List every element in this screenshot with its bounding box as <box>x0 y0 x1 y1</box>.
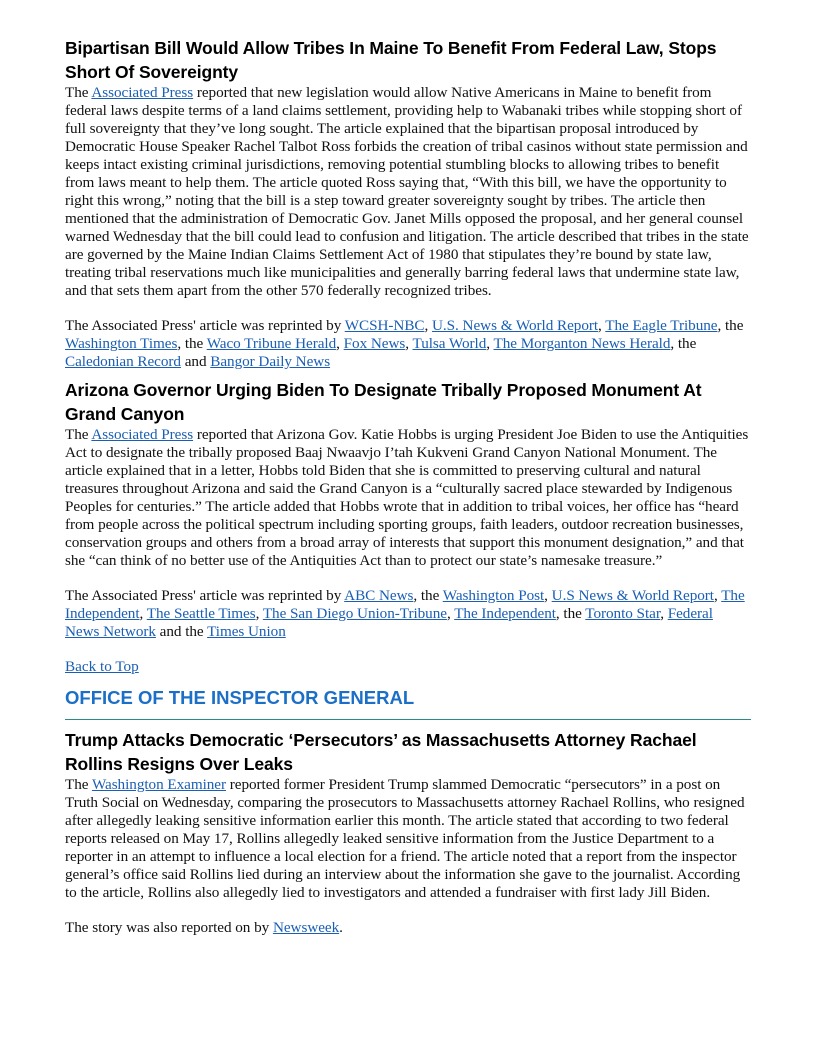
outlet-link-tulsa-world[interactable]: Tulsa World <box>412 335 487 352</box>
reprint-list: The Associated Press' article was reprinted by ABC News, the Washington Post, U.S News & World Report, The Independent, The Seattle Times, The San Diego Union-Tribune, The Independent, the Toronto Star, Federal News Network and the Times Union <box>65 587 745 640</box>
outlet-link-caledonian-record[interactable]: Caledonian Record <box>65 353 181 370</box>
article-headline: Bipartisan Bill Would Allow Tribes In Maine To Benefit From Federal Law, Stops Short Of Sovereignty <box>65 38 717 82</box>
outlet-link-toronto-star[interactable]: Toronto Star <box>585 605 661 622</box>
article-headline: Trump Attacks Democratic ‘Persecutors’ as Massachusetts Attorney Rachael Rollins Resigns Over Leaks <box>65 730 697 774</box>
outlet-link-the-independent-2[interactable]: The Independent <box>454 605 556 622</box>
outlet-link-abc-news[interactable]: ABC News <box>344 587 414 604</box>
outlet-link-fox-news[interactable]: Fox News <box>343 335 406 352</box>
outlet-link-newsweek[interactable]: Newsweek <box>272 919 340 936</box>
outlet-link-san-diego-union-tribune[interactable]: The San Diego Union-Tribune <box>262 605 447 622</box>
article-body: The Associated Press reported that new legislation would allow Native Americans in Maine to benefit from federal laws despite terms of a land claims settlement, providing help to Wabanaki tribes while stopping short of full sovereignty that they’ve long sought. The article explained that the bipartisan proposal introduced by Democratic House Speaker Rachel Talbot Ross forbids the creation of tribal casinos without state permission and keeps intact existing criminal jurisdictions, removing potential stumbling blocks to allowing tribes to benefit from laws meant to help them. The article quoted Ross saying that, “With this bill, we have the opportunity to right this wrong,” noting that the bill is a step toward greater sovereignty sought by tribes. The article then mentioned that the administration of Democratic Gov. Janet Mills opposed the proposal, and her general counsel warned Wednesday that the bill could lead to confusion and litigation. The article described that tribes in the state are governed by the Maine Indian Claims Settlement Act of 1980 that stipulates they’re bound by state law, treating tribal reservations much like municipalities and generally barring federal laws that undermine state law, and that sets them apart from the other 570 federally recognized tribes. <box>65 84 749 299</box>
article-headline: Arizona Governor Urging Biden To Designate Tribally Proposed Monument At Grand Canyon <box>65 380 702 424</box>
article-maine-tribes <box>65 36 751 371</box>
article-rollins-resigns <box>65 728 751 937</box>
source-link-associated-press[interactable]: Associated Press <box>91 84 194 101</box>
outlet-link-seattle-times[interactable]: The Seattle Times <box>146 605 256 622</box>
outlet-link-us-news[interactable]: U.S News & World Report <box>551 587 714 604</box>
article-body: The Washington Examiner reported former President Trump slammed Democratic “persecutors” in a post on Truth Social on Wednesday, comparing the prosecutors to Massachusetts attorney Rachael Rollins, who resigned after allegedly leaking sensitive information earlier this month. The article stated that according to two federal reports released on May 17, Rollins allegedly leaked sensitive information from the Justice Department to a reporter in an attempt to influence a local election for a friend. The article noted that a report from the inspector general’s office said Rollins lied during an interview about the information she gave to the journalist. According to the article, Rollins also allegedly lied to investigators and attended a fundraiser with first lady Jill Biden. <box>65 776 745 901</box>
outlet-link-us-news[interactable]: U.S. News & World Report <box>432 317 599 334</box>
outlet-link-bangor-daily-news[interactable]: Bangor Daily News <box>210 353 331 370</box>
reprint-list: The Associated Press' article was reprinted by WCSH-NBC, U.S. News & World Report, The Eagle Tribune, the Washington Times, the Waco Tribune Herald, Fox News, Tulsa World, The Morganton News Herald, the Caledonian Record and Bangor Daily News <box>65 317 744 370</box>
section-title-inspector-general: OFFICE OF THE INSPECTOR GENERAL <box>65 685 751 720</box>
source-link-washington-examiner[interactable]: Washington Examiner <box>91 776 226 793</box>
outlet-link-washington-post[interactable]: Washington Post <box>442 587 545 604</box>
outlet-link-morganton-news-herald[interactable]: The Morganton News Herald <box>493 335 671 352</box>
article-body: The Associated Press reported that Arizona Gov. Katie Hobbs is urging President Joe Biden to use the Antiquities Act to designate the tribally proposed Baaj Nwaavjo I’tah Kukveni Grand Canyon National Monument. The article explained that in a letter, Hobbs told Biden that she is committed to preserving cultural and natural treasures throughout Arizona and said the Grand Canyon is a “culturally sacred place stewarded by Indigenous Peoples for centuries.” The article added that Hobbs wrote that in addition to tribal voices, her office has “heard from people across the political spectrum including sporting groups, faith leaders, outdoor recreation businesses, conservation groups and others from a broad array of interests that support this monument designation,” and that she “can think of no better use of the Antiquities Act than to protect our state’s namesake treasure.” <box>65 426 749 569</box>
source-link-associated-press[interactable]: Associated Press <box>91 426 194 443</box>
outlet-link-the-independent[interactable]: The Independent <box>65 587 745 622</box>
outlet-link-wcsh-nbc[interactable]: WCSH-NBC <box>344 317 425 334</box>
outlet-link-waco-tribune-herald[interactable]: Waco Tribune Herald <box>206 335 337 352</box>
outlet-link-federal-news-network[interactable]: Federal News Network <box>65 605 713 640</box>
article-grand-canyon <box>65 378 751 641</box>
also-reported: The story was also reported on by Newsweek. <box>65 919 343 936</box>
back-to-top-link[interactable]: Back to Top <box>65 658 139 675</box>
outlet-link-times-union[interactable]: Times Union <box>207 623 286 640</box>
outlet-link-eagle-tribune[interactable]: The Eagle Tribune <box>605 317 718 334</box>
outlet-link-washington-times[interactable]: Washington Times <box>65 335 178 352</box>
